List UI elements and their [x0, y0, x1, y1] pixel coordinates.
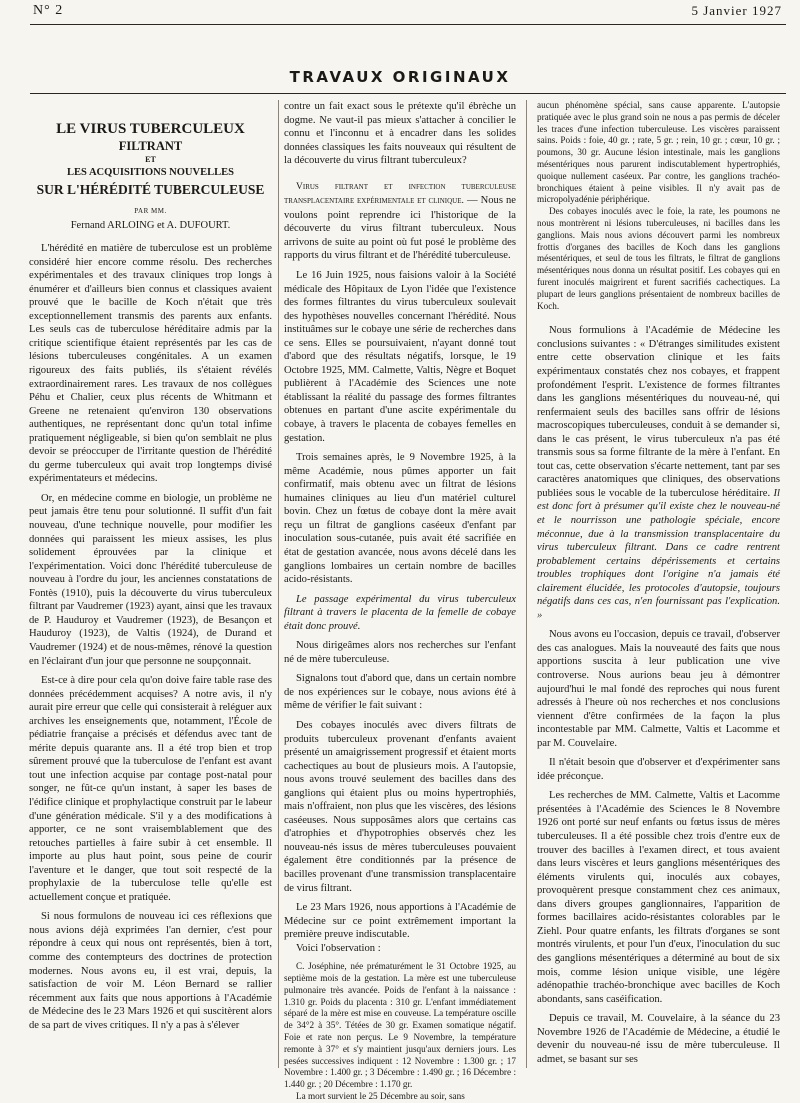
italic-text: Il est donc fort à présumer qu'il existe chez le nouveau-né et le nourrisson une pathologie spéciale, encore méconnue, due à la transmission transplacentaire du virus tuberculeux filtrant. Dans ce cadre rentrent probablement certains dépérissements et certains troubles trophiques dont l'origine n'a jamais été clairement élucidée, les protocoles d'autopsie, toujours négatifs dans ces cas, n'en fournissant pas l'explication. »: [537, 487, 780, 621]
paragraph: [537, 324, 780, 622]
italic-text: Le passage expérimental du virus tuberculeux filtrant à travers le placenta de la femelle de cobaye était donc prouvé.: [284, 593, 516, 632]
column-2: [284, 100, 516, 1103]
paragraph: Il n'était besoin que d'observer et d'expérimenter sans idée préconçue.: [537, 757, 780, 782]
paragraph: contre un fait exact sous le prétexte qu'il ébrèche un dogme. Ne vaut-il pas mieux s'attacher à concilier le connu et l'inconnu et à encadrer dans les solides données classiques les faits nouveaux qui résultent de la découverte du virus filtrant tuberculeux?: [284, 101, 516, 167]
paragraph: L'hérédité en matière de tuberculose est un problème considéré hier encore comme résolu. Des recherches expérimentales et des travaux cliniques trop longs à énumérer et d'ailleurs bien connus et classiques avaient prouvé que le bacille de Koch n'était que très exceptionnellement transmis des parents aux enfants. Les seuls cas de tuberculose héréditaire admis par la critique scientifique étaient représentés par les cas de lésions tuberculeuses congénitales. A un examen rigoureux des faits publiés, ils s'étaient révélés extraordinairement rares. Les travaux de nos collègues Péhu et Chalier, ceux plus récents de Whitmann et Greene ne retenaient qu'environ 130 observations authentiques, ne représentant donc qu'un total infime pratiquement négligeable, si bien qu'on semblait ne plus devoir se préoccuper de l'irritante question de l'hérédité du germe tuberculeux qui avait trop longtemps divisé expérimentateurs et médecins.: [29, 243, 272, 485]
paragraph: Les recherches de MM. Calmette, Valtis et Lacomme présentées à l'Académie des Sciences le 8 Novembre 1926 ont porté sur neuf enfants ou fœtus issus de mères tuberculeuses. Il a été possible chez trois d'entre eux de trouver des bacilles à l'examen direct, et tous avaient dans leurs viscères et leurs ganglions mésentériques des éléments virulents qui, inoculés aux cobayes, provoquèrent presque constamment chez ces animaux, dans divers groupes ganglionnaires, l'apparition de formes bacillaires acido-résistantes colorables par le Ziehl. Pour quatre enfants, les filtrats d'organes se sont montrés virulents, et pour l'un d'eux, l'inoculation du suc des ganglions mésentériques a déterminé au bout de six mois, comme lésion unique visible, une légère adénopathie trachéo-bronchique avec bacilles de Koch abondants, sans caséification.: [537, 790, 780, 1005]
article-title-line: LES ACQUISITIONS NOUVELLES: [67, 167, 234, 178]
observation-text: aucun phénomène spécial, sans cause apparente. L'autopsie pratiquée avec le plus grand soin ne nous a pas permis de déceler les traces d'une infection tuberculeuse. Les viscères paraissent sains. Poids : foie, 40 gr. ; rate, 5 gr. ; rein, 10 gr. ; cœur, 10 gr. ; poumons, 30 gr. Aucune lésion intestinale, mais les ganglions mésentériques nous parurent indiscutablement hypertrophiés, quoique nullement caséeux. Par contre, les ganglions trachéo-bronchiques étaient à peine visibles. Il n'y avait pas de micropolyadénie périphérique.: [537, 100, 780, 205]
section-rule: [30, 93, 786, 94]
article-title-line: FILTRANT: [118, 139, 183, 153]
column-1: [29, 118, 272, 1032]
paragraph: Nous avons eu l'occasion, depuis ce travail, d'observer des cas analogues. Mais la nouveauté des faits que nous apportions suscita à leur publication une vive controverse. Nous aurions beau jeu à démontrer aujourd'hui le mal fondé des reproches qui nous furent adressés à l'heure où nos recherches et nos conclusions viennent d'être confirmées de la façon la plus incontestable par MM. Calmette, Valtis et Lacomme et par M. Couvelaire.: [537, 629, 780, 749]
header-rule: [30, 24, 786, 25]
observation-text: La mort survient le 25 Décembre au soir, sans: [296, 1091, 465, 1102]
paragraph: [284, 593, 516, 634]
paragraph-text: — Nous ne voulons point reprendre ici l'historique de la découverte du virus filtrant tuberculeux. Nous arrivons de suite au point où fut posé le problème des rapports du virus filtrant et de l'hérédité tuberculeuse.: [284, 195, 517, 262]
paragraph: Le 23 Mars 1926, nous apportions à l'Académie de Médecine sur ce point extrêmement important la première preuve indiscutable.: [284, 902, 516, 941]
paragraph-text: Nous formulions à l'Académie de Médecine les conclusions suivantes : « D'étranges similitudes existent entre cette observation clinique et les faits expérimentaux constatés chez nos cobayes, et frappent profondément l'esprit. L'existence de formes filtrantes dans les ganglions mésentériques du nouveau-né, qui renfermaient seuls des bacilles sans offrir de lésions macroscopiques tuberculeuses, conduit à se demander si, dans le cas présent, le virus tuberculeux n'a pas été transmis sous sa forme filtrante de la mère à l'enfant. En tout cas, cette observation s'écarte nettement, tant par ses caractères anatomiques que cliniques, des observations publiées sous le vocable de la tuberculose héréditaire.: [537, 325, 780, 499]
paragraph: Si nous formulons de nouveau ici ces réflexions que nous avions déjà exprimées l'an dernier, c'est pour répondre à ceux qui nous ont représentés, bien à tort, comme des contempteurs des doctrines de protection modernes. Nous avons eu, il est vrai, depuis, la satisfaction de voir M. Léon Bernard se rallier récemment aux faits que nous apportions à l'Académie de Médecine des le 23 Mars 1926 et qui suscitèrent alors de sa part de vives critiques. Il n'y a pas à s'élever: [29, 911, 272, 1031]
subsection-heading: Virus filtrant et infection tuberculeuse transplacentaire expérimentale et clinique.: [284, 181, 516, 207]
column-divider: [526, 100, 527, 1068]
section-title: TRAVAUX ORIGINAUX: [289, 68, 511, 86]
article-title: LE VIRUS TUBERCULEUX: [56, 121, 245, 137]
paragraph: Nous dirigeâmes alors nos recherches sur l'enfant né de mère tuberculeuse.: [284, 640, 516, 665]
issue-date: 5 Janvier 1927: [691, 3, 782, 18]
paragraph: Depuis ce travail, M. Couvelaire, à la séance du 23 Novembre 1926 de l'Académie de Médecine, a étudié le devenir du nouveau-né issu de mère tuberculeuse. Il admet, se basant sur ses: [537, 1013, 780, 1065]
paragraph: Signalons tout d'abord que, dans un certain nombre de nos expériences sur le cobaye, nous avions été à même de vérifier le fait suivant :: [284, 673, 516, 712]
observation-text: C. Joséphine, née prématurément le 31 Octobre 1925, au septième mois de la gestation. La mère est une tuberculeuse pulmonaire très avancée. Poids de l'enfant à la naissance : 1.310 gr. Poids du placenta : 310 gr. L'enfant immédiatement séparé de la mère est mise en couveuse. La température oscille de 34°2 à 35°. Tétées de 30 gr. Examen somatique négatif. Foie et rate non perçus. Le 9 Novembre, la température remonte à 37° et s'y maintient jusqu'aux derniers jours. Les pesées successives indiquent : 12 Novembre : 1.300 gr. ; 17 Novembre : 1.400 gr. ; 3 Décembre : 1.490 gr. ; 16 Décembre : 1.440 gr. ; 20 Décembre : 1.170 gr.: [284, 961, 516, 1090]
paragraph: Des cobayes inoculés avec divers filtrats de produits tuberculeux provenant d'enfants avaient présenté un amaigrissement progressif et étaient morts cachectiques au bout de plusieurs mois. A l'autopsie, nous avons trouvé seulement des bacilles dans des ganglions qui étaient plus ou moins hypertrophiés, mais n'offraient, non plus que les viscères, des lésions caséeuses. Nous supposâmes alors que certains cas d'atrophies et d'hypotrophies observés chez les nouveau-nés issus de mères tuberculeuses pouvaient également être conditionnés par la présence de bacilles provenant d'une transmission transplacentaire de virus filtrant.: [284, 719, 516, 894]
observation-text: Des cobayes inoculés avec le foie, la rate, les poumons ne nous montrèrent ni lésions tuberculeuses, ni bacilles dans les ganglions. Mais nous avions découvert parmi les nombreux frottis d'organes des bacilles de Koch dans les ganglions mésentériques, et seul de tous les filtrats, le filtrat de ganglions mésentériques nous donna un résultat positif. Les cobayes qui en furent inoculés maigrirent et furent sacrifiés cachectiques. La plupart de leurs ganglions présentaient de nombreux bacilles de Koch.: [537, 206, 780, 311]
column-3: [537, 100, 780, 1066]
paragraph: Trois semaines après, le 9 Novembre 1925, à la même Académie, nous pûmes apporter un fait confirmatif, mais obtenu avec un filtrat de lésions humaines cliniques au lieu d'un matériel culturel bovin. Chez un fœtus de cobaye dont la mère avait reçu un filtrat de ganglions caséeux d'enfant par inoculation sous-cutanée, puis avait été sacrifiée en état de gestation avancée, nous avons décelé dans les ganglions lombaires un certain nombre de bacilles acido-résistants.: [284, 452, 516, 586]
article-title-line: ET: [145, 155, 156, 164]
page-number: N° 2: [33, 3, 64, 18]
paragraph: Est-ce à dire pour cela qu'on doive faire table rase des données précédemment acquises? A notre avis, il n'y aurait pire erreur que celle qui consisterait à reléguer aux archives les enseignements que, notamment, l'École de pédiatrie française a précisés et défendus avec tant de mérite depuis quarante ans. Il a été trop bien et trop sûrement prouvé que la tuberculose de l'enfant est avant tout une infection acquise par contage post-natal pour songer, ne fût-ce qu'un instant, à saper les bases de l'édifice clinique et prophylactique construit par le labeur d'une génération médicale. S'il y a des modifications à apporter, ce ne sont vraisemblablement que des retouches partielles à faire subir à cet ensemble. Il importe au plus haut point, sous peine de courir l'aventure et le danger, que tout soit respecté de la prophylaxie de la tuberculose telle qu'elle est actuellement conçue et pratiquée.: [29, 675, 272, 903]
paragraph: Or, en médecine comme en biologie, un problème ne peut jamais être tenu pour solutionné. Il suffit d'un fait nouveau, d'une technique nouvelle, pour modifier les données qui paraissent les mieux assises, les plus solidement éprouvées par la clinique et l'expérimentation. Voici donc l'hérédité tuberculeuse de nouveau à l'ordre du jour, les anciennes constatations de Fontès (1910), puis la découverte du virus tuberculeux filtrant par Vaudremer (1923) ayant, ainsi que les travaux de P. Hauduroy et Vaudremer (1923), de Besançon et Hauduroy (1923), de Valtis (1924), de Durand et Vaudremer (1924) et de nous-mêmes, rénové la question en l'éclairant d'un jour que personne ne soupçonnait.: [29, 492, 272, 667]
paragraph: Voici l'observation :: [296, 942, 381, 954]
column-divider: [278, 100, 279, 1068]
byline-prefix: PAR MM.: [134, 207, 167, 215]
paragraph: Le 16 Juin 1925, nous faisions valoir à la Société médicale des Hôpitaux de Lyon l'idée que l'existence des formes filtrantes du virus tuberculeux soulevait des hypothèses nouvelles concernant l'hérédité. Nous instituâmes sur le cobaye une série de recherches dans ce sens. Elles se poursuivaient, n'ayant donné tout d'abord que des résultats négatifs, lorsque, le 19 Octobre 1925, MM. Calmette, Valtis, Nègre et Boquet publièrent à l'Académie des Sciences une note établissant la réalité du passage des formes filtrantes obtenues en partant d'une ascite expérimentale du cobaye, à travers le placenta de cobayes femelles en gestation.: [284, 270, 516, 444]
article-title-line: SUR L'HÉRÉDITÉ TUBERCULEUSE: [36, 182, 265, 197]
authors: Fernand ARLOING et A. DUFOURT.: [70, 219, 231, 231]
paragraph: [284, 180, 516, 263]
